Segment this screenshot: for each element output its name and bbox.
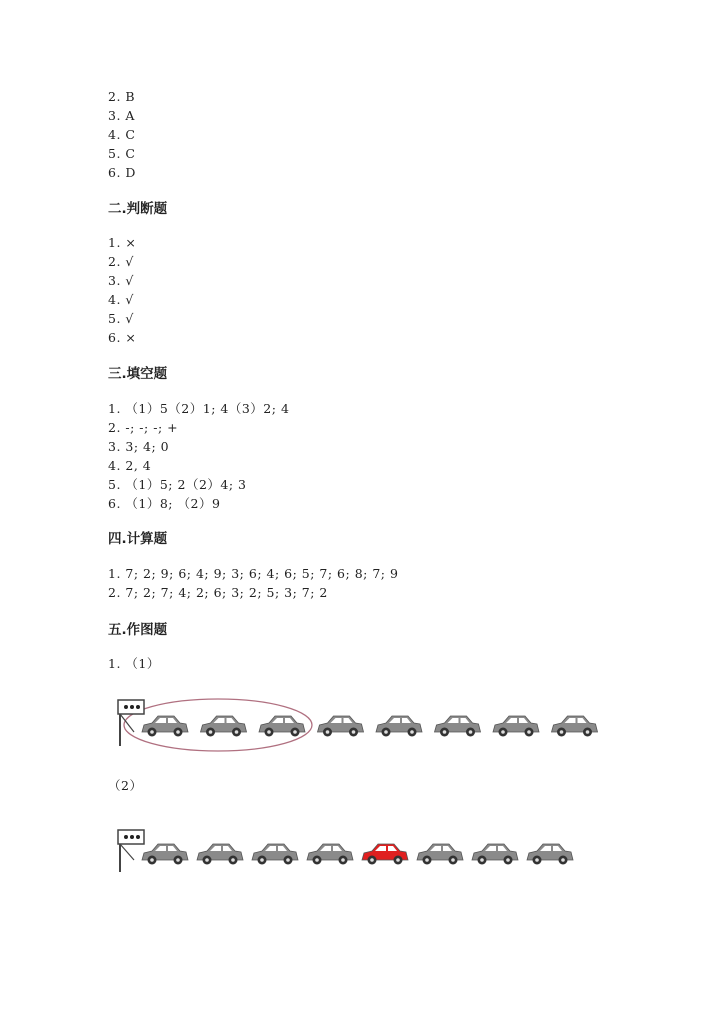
answer-line: 2. B <box>108 89 136 104</box>
traffic-sign-icon <box>118 830 144 872</box>
car-icon <box>435 716 481 737</box>
answer-line: 1. （1）5（2）1; 4（3）2; 4 <box>108 401 290 416</box>
answer-line: 2. 7; 2; 7; 4; 2; 6; 3; 2; 5; 3; 7; 2 <box>108 585 328 600</box>
answer-line: 6. × <box>108 330 137 345</box>
answer-line: 6. D <box>108 165 136 180</box>
answer-line: 4. √ <box>108 292 134 307</box>
answer-line: 2. √ <box>108 254 134 269</box>
car-icon <box>201 716 247 737</box>
question-label: （2） <box>108 778 143 793</box>
section-heading-calculation: 四.计算题 <box>108 531 168 547</box>
car-icon <box>259 716 305 737</box>
answer-line: 3. √ <box>108 273 134 288</box>
car-icon <box>142 716 188 737</box>
car-icon <box>493 716 539 737</box>
car-icon <box>472 844 518 865</box>
car-icon <box>307 844 353 865</box>
section-heading-fill-blank: 三.填空题 <box>108 366 168 382</box>
answer-line: 3. A <box>108 108 135 123</box>
answer-line: 1. × <box>108 235 137 250</box>
car-icon <box>376 716 422 737</box>
answer-line: 4. 2, 4 <box>108 458 152 473</box>
section-heading-judgement: 二.判断题 <box>108 201 168 217</box>
car-icon <box>252 844 298 865</box>
answer-line: 5. C <box>108 146 136 161</box>
car-icon <box>142 844 188 865</box>
cars-figure-highlighted <box>112 826 612 876</box>
car-icon <box>197 844 243 865</box>
answer-line: 6. （1）8; （2）9 <box>108 496 221 511</box>
cars-figure-circled <box>112 692 612 754</box>
answer-line: 2. -; -; -; + <box>108 420 179 435</box>
section-heading-drawing: 五.作图题 <box>108 622 168 638</box>
answer-line: 1. 7; 2; 9; 6; 4; 9; 3; 6; 4; 6; 5; 7; 6; 8; 7; 9 <box>108 566 399 581</box>
question-label: 1. （1） <box>108 656 160 671</box>
car-icon <box>552 716 598 737</box>
car-icon <box>417 844 463 865</box>
car-icon <box>318 716 364 737</box>
car-icon <box>527 844 573 865</box>
answer-line: 5. √ <box>108 311 134 326</box>
car-icon <box>362 844 408 865</box>
answer-line: 5. （1）5; 2（2）4; 3 <box>108 477 247 492</box>
answer-line: 3. 3; 4; 0 <box>108 439 170 454</box>
answer-line: 4. C <box>108 127 136 142</box>
